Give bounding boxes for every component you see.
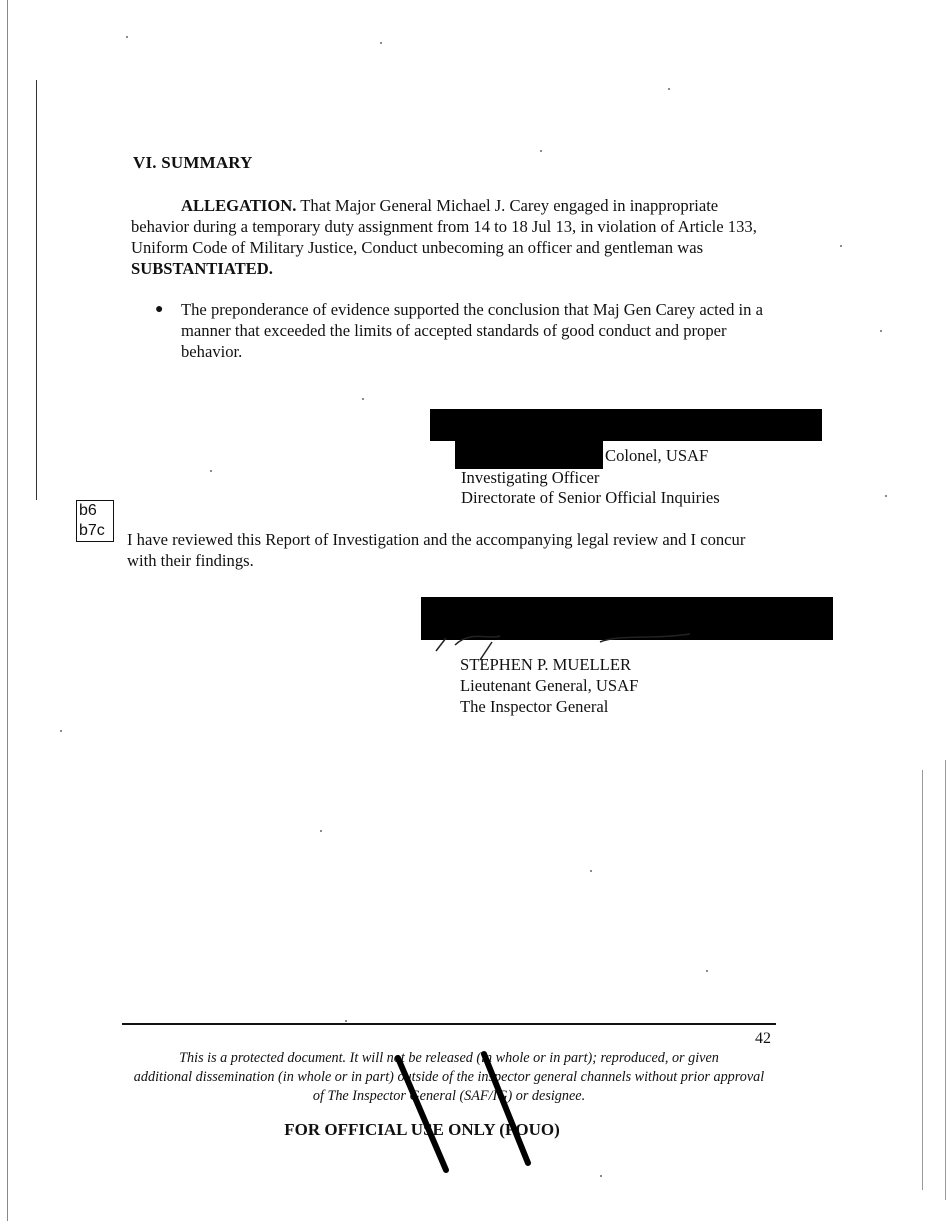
scan-speck (126, 36, 128, 38)
finding-list (155, 299, 805, 362)
redacted-signature (421, 597, 833, 640)
section-heading: VI. SUMMARY (133, 153, 253, 172)
scan-margin-line (922, 770, 923, 1190)
scan-speck (668, 88, 670, 90)
scan-speck (706, 970, 708, 972)
redacted-signature (430, 409, 822, 441)
classification-marking: FOR OFFICIAL USE ONLY (FOUO) (284, 1120, 560, 1139)
finding-text: manner that exceeded the limits of accepted standards of good conduct and proper (181, 321, 727, 340)
scan-speck (380, 42, 382, 44)
page-number: 42 (755, 1030, 771, 1047)
scan-speck (885, 495, 887, 497)
scan-speck (210, 470, 212, 472)
officer-rank: Colonel, USAF (605, 446, 709, 465)
scan-speck (345, 1020, 347, 1022)
allegation-paragraph (131, 195, 801, 279)
officer-title: Investigating Officer (461, 468, 600, 487)
allegation-text: Uniform Code of Military Justice, Conduct unbecoming an officer and gentleman was (131, 238, 704, 257)
allegation-label: ALLEGATION. (181, 196, 297, 215)
scan-speck (840, 245, 842, 247)
concurrence-text: I have reviewed this Report of Investigation and the accompanying legal review and I concur (127, 530, 746, 549)
redacted-name (455, 441, 603, 469)
scan-margin-line (36, 80, 37, 500)
scan-speck (540, 150, 542, 152)
notice-text: additional dissemination (in whole or in part) outside of the inspector general channels without prior approval (133, 1069, 765, 1085)
scan-speck (60, 730, 62, 732)
notice-text: This is a protected document. It will not be released (in whole or in part); reproduced, or given (179, 1050, 719, 1066)
ig-name: STEPHEN P. MUELLER (460, 655, 632, 674)
exemption-code: b7c (79, 522, 105, 539)
scan-margin-line (7, 0, 8, 1221)
scan-speck (880, 330, 882, 332)
ig-title: The Inspector General (460, 697, 609, 716)
allegation-text: behavior during a temporary duty assignment from 14 to 18 Jul 13, in violation of Article 133, (131, 217, 757, 236)
concurrence-text: with their findings. (127, 551, 254, 570)
allegation-text: That Major General Michael J. Carey engaged in inappropriate (296, 196, 719, 215)
scan-speck (320, 830, 322, 832)
concurrence-statement (127, 529, 787, 571)
bullet-icon: ● (155, 302, 164, 317)
scan-margin-line (945, 760, 946, 1200)
footer-rule (122, 1023, 776, 1025)
finding-text: The preponderance of evidence supported the conclusion that Maj Gen Carey acted in a (181, 300, 763, 319)
scan-speck (590, 870, 592, 872)
scan-speck (600, 1175, 602, 1177)
ig-rank: Lieutenant General, USAF (460, 676, 639, 695)
officer-office: Directorate of Senior Official Inquiries (461, 488, 720, 507)
finding-item (155, 299, 805, 362)
allegation-status: SUBSTANTIATED. (131, 259, 273, 278)
finding-text: behavior. (181, 342, 243, 361)
exemption-code-box (76, 500, 114, 542)
protection-notice (122, 1049, 776, 1106)
exemption-code: b6 (79, 502, 97, 519)
scan-speck (362, 398, 364, 400)
notice-text: of The Inspector General (SAF/IG) or designee. (312, 1088, 586, 1104)
